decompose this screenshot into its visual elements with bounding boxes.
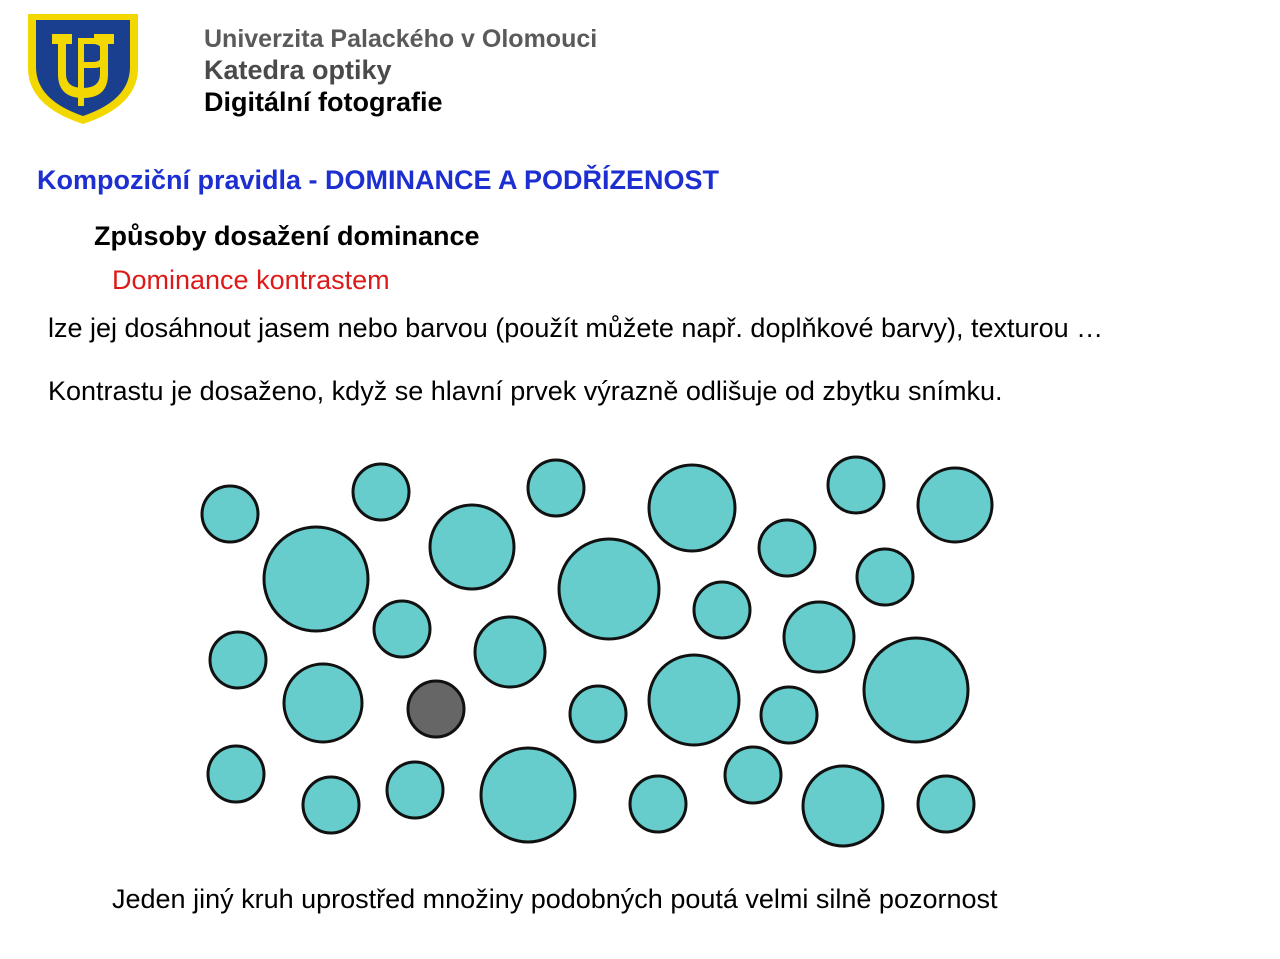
dominant-circle xyxy=(408,681,464,737)
circle xyxy=(208,746,264,802)
circle xyxy=(264,527,368,631)
circle xyxy=(759,520,815,576)
circle xyxy=(528,460,584,516)
circle xyxy=(559,539,659,639)
circle xyxy=(374,601,430,657)
circle xyxy=(803,766,883,846)
circle xyxy=(284,664,362,742)
circle xyxy=(725,747,781,803)
circle xyxy=(918,776,974,832)
circle xyxy=(918,468,992,542)
circle xyxy=(694,582,750,638)
institution-name: Univerzita Palackého v Olomouci xyxy=(204,25,598,53)
circle xyxy=(828,457,884,513)
circle xyxy=(649,465,735,551)
circle xyxy=(387,762,443,818)
circle xyxy=(761,687,817,743)
circle xyxy=(649,655,739,745)
body-text-line: Kontrastu je dosaženo, když se hlavní prvek výrazně odlišuje od zbytku snímku. xyxy=(48,376,1003,406)
circle xyxy=(430,505,514,589)
circle xyxy=(303,777,359,833)
circle xyxy=(864,638,968,742)
body-text-line: lze jej dosáhnout jasem nebo barvou (použít můžete např. doplňkové barvy), texturou … xyxy=(48,313,1104,343)
circle xyxy=(784,602,854,672)
department-name: Katedra optiky xyxy=(204,55,392,85)
section-heading: Dominance kontrastem xyxy=(112,265,390,295)
illustration-caption: Jeden jiný kruh uprostřed množiny podobných poutá velmi silně pozornost xyxy=(112,884,998,914)
circle xyxy=(353,464,409,520)
circle xyxy=(570,686,626,742)
circle xyxy=(857,549,913,605)
slide-title: Kompoziční pravidla - DOMINANCE A PODŘÍZENOST xyxy=(37,165,720,195)
circle xyxy=(210,632,266,688)
circle xyxy=(475,617,545,687)
slide-subtitle: Způsoby dosažení dominance xyxy=(94,221,480,251)
circle xyxy=(481,748,575,842)
circle xyxy=(630,776,686,832)
circle xyxy=(202,486,258,542)
course-name: Digitální fotografie xyxy=(204,87,443,117)
